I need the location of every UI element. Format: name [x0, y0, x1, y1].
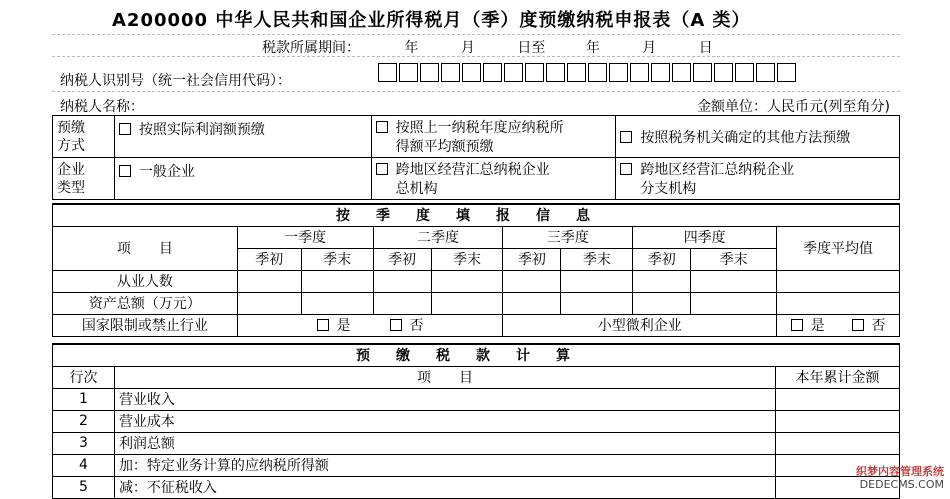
- id-digit-box[interactable]: [735, 63, 754, 82]
- input-cell[interactable]: [373, 270, 431, 292]
- checkbox[interactable]: [119, 165, 131, 177]
- table-row: [53, 388, 900, 410]
- id-digit-box[interactable]: [462, 63, 481, 82]
- table-row: [53, 454, 900, 476]
- period-year-1: 年: [404, 40, 419, 56]
- input-cell[interactable]: [633, 270, 691, 292]
- calc-item: 营业成本: [114, 410, 775, 432]
- restricted-industry-label: 国家限制或禁止行业: [53, 314, 238, 336]
- calc-item: 加：特定业务计算的应纳税所得额: [114, 454, 775, 476]
- taxpayer-id-label: 纳税人识别号（统一社会信用代码）：: [60, 73, 291, 89]
- prepay-option-actual-profit[interactable]: 按照实际利润额预缴: [114, 116, 371, 158]
- period-month-1: 月: [460, 40, 475, 56]
- id-digit-box[interactable]: [756, 63, 775, 82]
- input-cell[interactable]: [237, 292, 301, 314]
- watermark-line-1: 织梦内容管理系统: [856, 465, 944, 478]
- currency-unit: 金额单位：人民币元(列至角分): [697, 99, 890, 115]
- calc-item: 减：不征税收入: [114, 476, 775, 498]
- line-no: 4: [53, 454, 115, 476]
- enterprise-option-general[interactable]: 一般企业: [114, 158, 371, 200]
- input-cell[interactable]: [301, 270, 373, 292]
- q3-end-header: 季末: [561, 248, 633, 270]
- checkbox-yes[interactable]: [317, 319, 329, 331]
- q3-start-header: 季初: [503, 248, 561, 270]
- amount-cell[interactable]: [776, 432, 900, 454]
- checkbox-yes[interactable]: [791, 319, 803, 331]
- calc-item: 营业收入: [114, 388, 775, 410]
- row-label-employees: 从业人数: [53, 270, 238, 292]
- divider: [52, 56, 900, 57]
- form-title: A200000 中华人民共和国企业所得税月（季）度预缴纳税申报表（A 类）: [112, 10, 751, 31]
- table-row: [53, 432, 900, 454]
- watermark: [856, 465, 944, 491]
- table-row: [53, 410, 900, 432]
- q2-start-header: 季初: [373, 248, 431, 270]
- id-digit-box[interactable]: [609, 63, 628, 82]
- prepay-option-prior-year[interactable]: 按照上一纳税年度应纳税所 得额平均额预缴: [371, 116, 616, 158]
- id-digit-box[interactable]: [546, 63, 565, 82]
- input-cell[interactable]: [503, 292, 561, 314]
- calc-item: 利润总额: [114, 432, 775, 454]
- calc-item-header: 项 目: [114, 366, 775, 388]
- period-month-2: 月: [642, 40, 657, 56]
- input-cell[interactable]: [373, 292, 431, 314]
- tax-calc-table: [52, 343, 900, 499]
- line-no: 3: [53, 432, 115, 454]
- method-type-table: [52, 115, 900, 200]
- id-digit-box[interactable]: [693, 63, 712, 82]
- watermark-line-2: DEDECMS.COM: [859, 478, 944, 491]
- line-no: 2: [53, 410, 115, 432]
- input-cell[interactable]: [691, 270, 777, 292]
- q1-start-header: 季初: [237, 248, 301, 270]
- checkbox[interactable]: [376, 163, 388, 175]
- divider: [52, 34, 900, 35]
- calc-section-title: 预缴税款计算: [53, 344, 900, 366]
- quarter-2-header: 二季度: [373, 226, 503, 248]
- id-digit-box[interactable]: [567, 63, 586, 82]
- checkbox[interactable]: [620, 131, 632, 143]
- input-cell[interactable]: [777, 292, 900, 314]
- checkbox[interactable]: [119, 123, 131, 135]
- quarter-info-table: [52, 203, 900, 337]
- id-digit-box[interactable]: [420, 63, 439, 82]
- item-header: 项 目: [53, 226, 238, 270]
- id-digit-box[interactable]: [504, 63, 523, 82]
- enterprise-type-label: 企业 类型: [53, 158, 115, 200]
- input-cell[interactable]: [237, 270, 301, 292]
- input-cell[interactable]: [561, 292, 633, 314]
- line-no-header: 行次: [53, 366, 115, 388]
- enterprise-option-branch[interactable]: 跨地区经营汇总纳税企业 分支机构: [616, 158, 900, 200]
- checkbox-no[interactable]: [852, 319, 864, 331]
- q2-end-header: 季末: [431, 248, 503, 270]
- prepay-option-other[interactable]: 按照税务机关确定的其他方法预缴: [616, 116, 900, 158]
- line-no: 5: [53, 476, 115, 498]
- input-cell[interactable]: [561, 270, 633, 292]
- id-digit-box[interactable]: [672, 63, 691, 82]
- input-cell[interactable]: [777, 270, 900, 292]
- period-label: 税款所属期间：: [262, 40, 360, 56]
- amount-cell[interactable]: [776, 388, 900, 410]
- id-digit-box[interactable]: [441, 63, 460, 82]
- period-day-2: 日: [698, 40, 713, 56]
- id-digit-box[interactable]: [630, 63, 649, 82]
- enterprise-option-head-office[interactable]: 跨地区经营汇总纳税企业 总机构: [371, 158, 616, 200]
- input-cell[interactable]: [431, 292, 503, 314]
- prepay-method-label: 预缴 方式: [53, 116, 115, 158]
- checkbox[interactable]: [620, 163, 632, 175]
- id-digit-box[interactable]: [399, 63, 418, 82]
- checkbox-no[interactable]: [390, 319, 402, 331]
- quarter-average-header: 季度平均值: [777, 226, 900, 270]
- quarter-1-header: 一季度: [237, 226, 373, 248]
- small-micro-enterprise-label: 小型微利企业: [503, 314, 777, 336]
- taxpayer-id-boxes[interactable]: [378, 63, 796, 82]
- period-year-2: 年: [585, 40, 600, 56]
- id-digit-box[interactable]: [378, 63, 397, 82]
- q4-start-header: 季初: [633, 248, 691, 270]
- tax-period: [262, 37, 713, 57]
- table-row: [53, 314, 900, 336]
- small-micro-enterprise-choice[interactable]: 是 否: [777, 314, 900, 336]
- id-digit-box[interactable]: [588, 63, 607, 82]
- quarter-3-header: 三季度: [503, 226, 633, 248]
- id-digit-box[interactable]: [525, 63, 544, 82]
- input-cell[interactable]: [633, 292, 691, 314]
- divider: [52, 91, 900, 92]
- taxpayer-name-label: 纳税人名称：: [60, 99, 144, 115]
- amount-cell[interactable]: [776, 410, 900, 432]
- quarter-section-title: 按季度填报信息: [53, 204, 900, 226]
- row-label-total-assets: 资产总额（万元）: [53, 292, 238, 314]
- q1-end-header: 季末: [301, 248, 373, 270]
- quarter-4-header: 四季度: [633, 226, 777, 248]
- ytd-amount-header: 本年累计金额: [776, 366, 900, 388]
- id-digit-box[interactable]: [483, 63, 502, 82]
- input-cell[interactable]: [691, 292, 777, 314]
- line-no: 1: [53, 388, 115, 410]
- restricted-industry-choice[interactable]: 是 否: [237, 314, 503, 336]
- q4-end-header: 季末: [691, 248, 777, 270]
- id-digit-box[interactable]: [777, 63, 796, 82]
- id-digit-box[interactable]: [651, 63, 670, 82]
- id-digit-box[interactable]: [714, 63, 733, 82]
- table-row: [53, 292, 900, 314]
- period-day-to: 日至: [517, 40, 546, 56]
- input-cell[interactable]: [503, 270, 561, 292]
- input-cell[interactable]: [301, 292, 373, 314]
- input-cell[interactable]: [431, 270, 503, 292]
- table-row: [53, 270, 900, 292]
- table-row: [53, 476, 900, 498]
- checkbox[interactable]: [376, 121, 388, 133]
